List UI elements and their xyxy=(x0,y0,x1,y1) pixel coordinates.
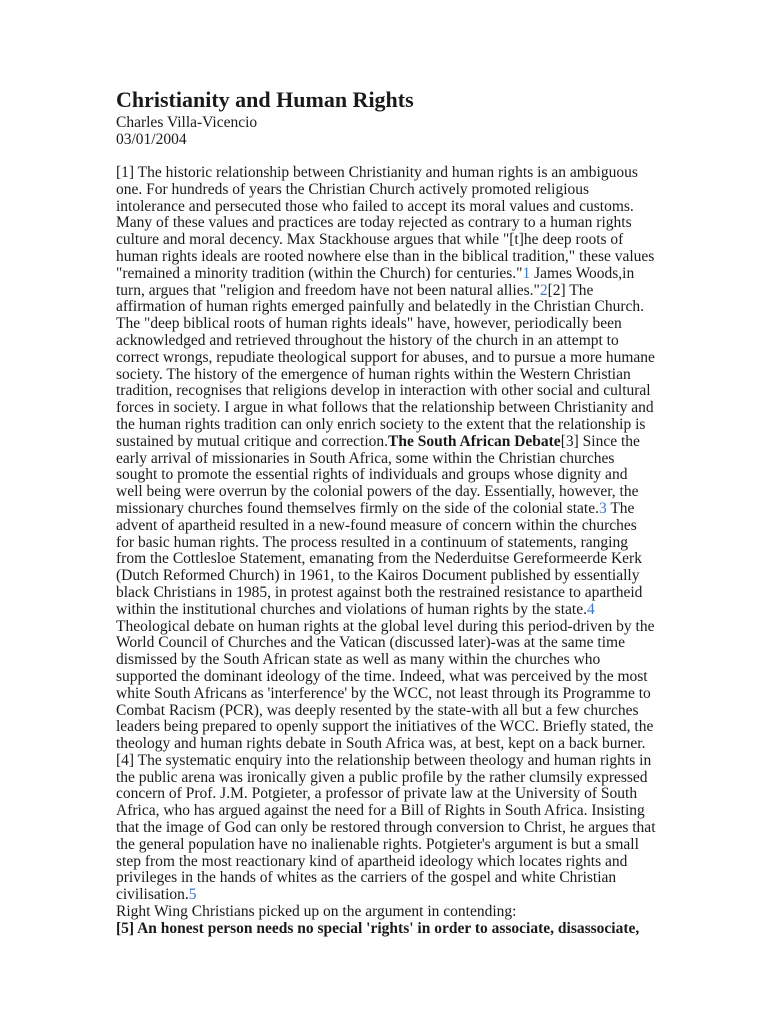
paragraph-2-text: [2] The affirmation of human rights emerged painfully and belatedly in the Christian Church. The "deep biblical roots of human rights ideals" have, however, periodically been acknowledged and retrieved throughout the history of the church in an attempt to correct wrongs, repudiate theological support for abuses, and to pursue a more humane society. The history of the emergence of human rights within the Western Christian tradition, recognises that religions develop in interaction with other social and cultural forces in society. I argue in what follows that the relationship between Christianity and the human rights tradition can only enrich society to the extent that the relationship is sustained by mutual critique and correction. xyxy=(116,281,655,450)
section-heading: The South African Debate xyxy=(388,432,561,450)
footnote-link-4[interactable]: 4 xyxy=(586,600,595,618)
footnote-link-1[interactable]: 1 xyxy=(522,264,531,282)
article-title: Christianity and Human Rights xyxy=(116,87,414,112)
paragraph-4-closing: Right Wing Christians picked up on the argument in contending: xyxy=(116,903,517,921)
paragraph-4-text: The advent of apartheid resulted in a new-found measure of concern within the churches for basic human rights. The process resulted in a continuum of statements, ranging from the Cottlesloe Statement, emanating from the Nederduitse Gereformeerde Kerk (Dutch Reformed Church) in 1961, to the Kairos Document published by essentially black Christians in 1985, in protest against both the restrained resistance to apartheid within the institutional churches and violations of human rights by the state. xyxy=(116,499,643,618)
paragraph-1-text: [1] The historic relationship between Christianity and human rights is an ambiguous one. For hundreds of years the Christian Church actively promoted religious intolerance and persecuted those who failed to accept its moral values and customs. Many of these values and practices are today rejected as contrary to a human rights culture and moral decency. Max Stackhouse argues that while "[t]he deep roots of human rights ideals are rooted nowhere else than in the biblical tradition," these values "remained a minority tradition (within the Church) for centuries." xyxy=(116,164,655,282)
paragraph-1-continued: James Woods,in turn, argues that "religion and freedom have not been natural allies." xyxy=(116,264,635,299)
paragraph-3-text: [3] Since the early arrival of missionaries in South Africa, some within the Christian churches sought to promote the essential rights of individuals and groups whose dignity and well being were overrun by the colonial powers of the day. Essentially, however, the missionary churches found themselves firmly on the side of the colonial state. xyxy=(116,432,640,517)
footnote-link-5[interactable]: 5 xyxy=(188,886,197,904)
article-author: Charles Villa-Vicencio xyxy=(116,114,258,131)
footnote-link-3[interactable]: 3 xyxy=(598,499,607,517)
paragraph-4-continued: Theological debate on human rights at the global level during this period-driven by the World Council of Churches and the Vatican (discussed later)-was at the same time dismissed by the South African state as well as many within the churches who supported the dominant ideology of the time. Indeed, what was perceived by the most white South Africans as 'interference' by the WCC, not least through its Programme to Combat Racism (PCR), was deeply resented by the state-with all but a few churches leaders being prepared to openly support the initiatives of the WCC. Briefly stated, the theology and human rights debate in South Africa was, at best, kept on a back burner.[4] The systematic enquiry into the relationship between theology and human rights in the public arena was ironically given a public profile by the rather clumsily expressed concern of Prof. J.M. Potgieter, a professor of private law at the University of South Africa, who has argued against the need for a Bill of Rights in South Africa. Insisting that the image of God can only be restored through conversion to Christ, he argues that the general population have no inalienable rights. Potgieter's argument is but a small step from the most reactionary kind of apartheid ideology which locates rights and privileges in the hands of whites as the carriers of the gospel and white Christian civilisation. xyxy=(116,617,656,904)
article xyxy=(116,86,656,938)
footnote-link-2[interactable]: 2 xyxy=(539,281,548,299)
article-body xyxy=(116,165,656,938)
article-date: 03/01/2004 xyxy=(116,131,187,148)
paragraph-5-text: [5] An honest person needs no special 'rights' in order to associate, disassociate, xyxy=(116,919,640,937)
